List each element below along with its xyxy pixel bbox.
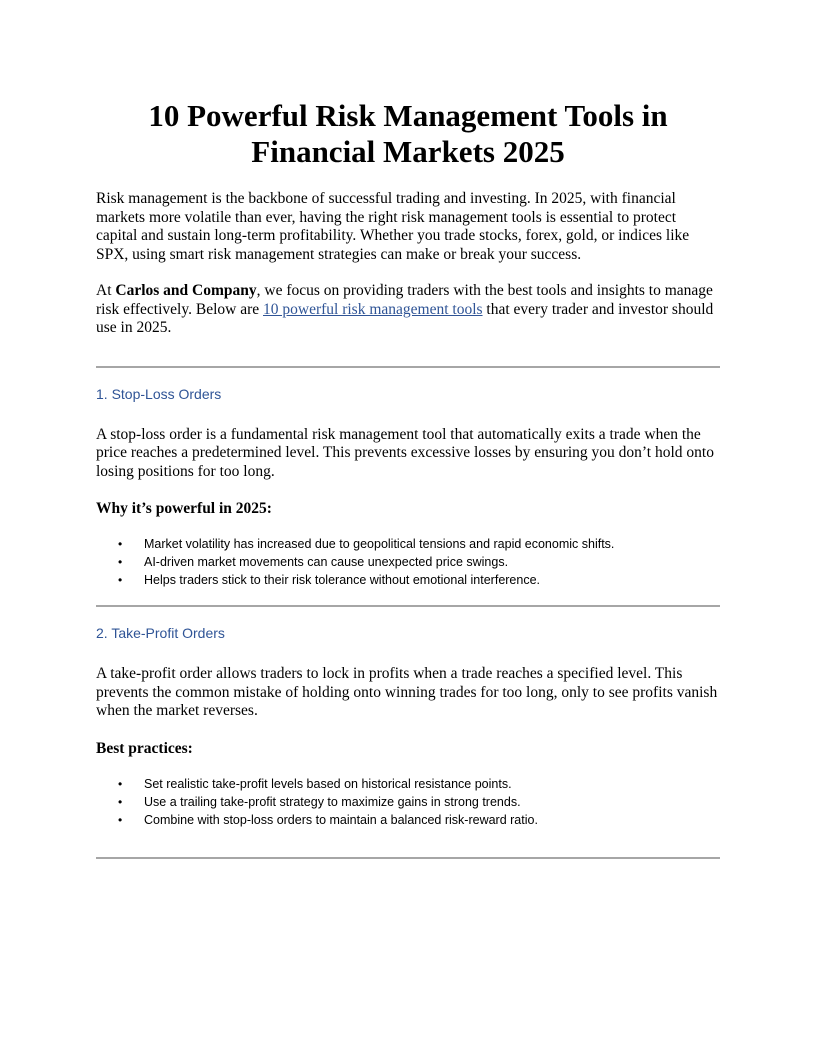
list-item-text: Combine with stop-loss orders to maintain a balanced risk-reward ratio. [144, 812, 538, 827]
company-paragraph-prefix: At [96, 282, 116, 299]
bullet-icon: • [118, 537, 123, 551]
list-item [96, 793, 720, 811]
risk-tools-link[interactable]: 10 powerful risk management tools [263, 300, 483, 318]
intro-paragraph: Risk management is the backbone of successful trading and investing. In 2025, with financial markets more volatile than ever, having the right risk management tools is essential to protect capital and sustain long-term profitability. Whether you trade stocks, forex, gold, or indices like SPX, using smart risk management strategies can make or break your success. [96, 190, 690, 263]
section-divider [96, 366, 720, 368]
company-paragraph-suffix: that every trader and investor should use in 2025. [96, 300, 714, 336]
list-item-text: Set realistic take-profit levels based on historical resistance points. [144, 776, 512, 791]
bullet-list [96, 535, 720, 589]
section-title: 2. Take-Profit Orders [96, 625, 225, 641]
section-stop-loss [96, 385, 720, 590]
list-item-text: Use a trailing take-profit strategy to maximize gains in strong trends. [144, 794, 521, 809]
company-name: Carlos and Company [115, 282, 257, 299]
section-take-profit [96, 624, 720, 829]
bullet-icon: • [118, 555, 123, 569]
company-paragraph [96, 282, 720, 338]
section-title: 1. Stop-Loss Orders [96, 385, 222, 402]
list-item [96, 775, 720, 793]
document-page [96, 98, 720, 859]
section-divider [96, 605, 720, 607]
bullet-icon: • [118, 794, 123, 809]
list-item [96, 811, 720, 829]
list-item [96, 535, 720, 553]
bullet-icon: • [118, 812, 123, 827]
list-item [96, 571, 720, 589]
list-item-text: Market volatility has increased due to geopolitical tensions and rapid economic shifts. [144, 537, 615, 551]
section-divider [96, 857, 720, 859]
company-paragraph-middle: , we focus on providing traders with the best tools and insights to manage risk effectively. Below are [96, 282, 713, 318]
bullet-icon: • [118, 573, 123, 587]
section-body: A stop-loss order is a fundamental risk management tool that automatically exits a trade when the price reaches a predetermined level. This prevents excessive losses by ensuring you don’t hold onto losing positions for too long. [96, 425, 714, 480]
bullet-list [96, 775, 720, 829]
section-subheading: Best practices: [96, 739, 193, 757]
bullet-icon: • [118, 776, 123, 791]
list-item [96, 553, 720, 571]
section-body: A take-profit order allows traders to lock in profits when a trade reaches a specified level. This prevents the common mistake of holding onto winning trades for too long, only to see profits vanish when the market reverses. [96, 665, 718, 719]
page-title: 10 Powerful Risk Management Tools in Financial Markets 2025 [148, 98, 668, 169]
list-item-text: AI-driven market movements can cause unexpected price swings. [144, 555, 509, 569]
section-subheading: Why it’s powerful in 2025: [96, 500, 272, 517]
list-item-text: Helps traders stick to their risk tolerance without emotional interference. [144, 573, 541, 587]
